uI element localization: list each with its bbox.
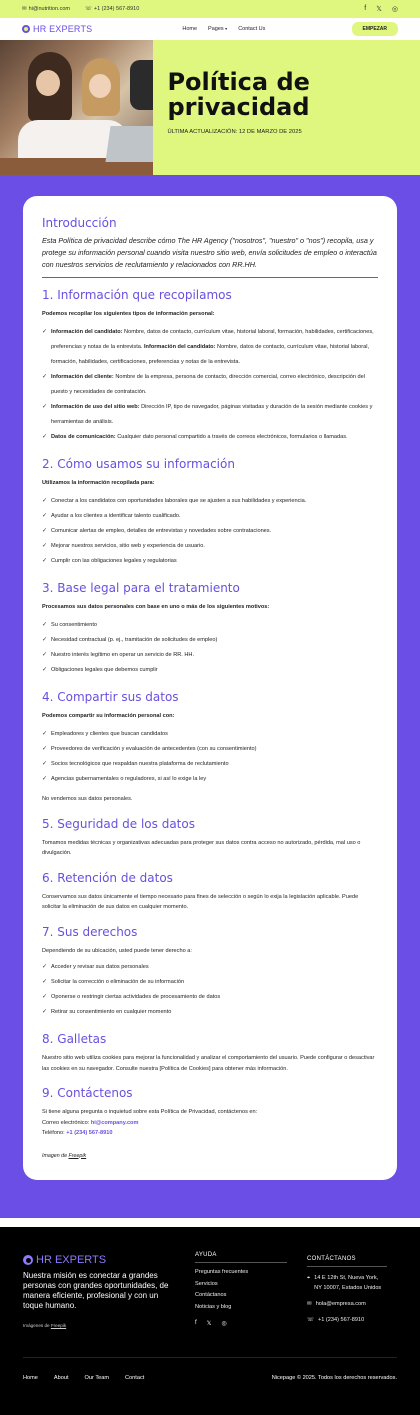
section-text: Conservamos sus datos únicamente el tiempo necesario para fines de selección o según lo exija la legislación aplicable. Puede solicitar la eliminación de sus datos en cualquier momento. [42, 893, 359, 910]
list-item: ✓ Acceder y revisar sus datos personales [42, 960, 378, 975]
nav-contact[interactable]: Contact Us [238, 26, 266, 32]
intro-title: Introducción [42, 216, 117, 230]
copyright: Nicepage © 2025. Todos los derechos reservados. [271, 1375, 397, 1381]
main-nav [0, 18, 420, 40]
chevron-down-icon: ▾ [225, 26, 228, 31]
footer-link-contact[interactable]: Contáctanos [195, 1292, 227, 1298]
instagram-icon[interactable]: ◎ [221, 1321, 227, 1327]
policy-card [23, 196, 397, 1180]
section-lead: Podemos recopilar los siguientes tipos de información personal: [42, 311, 215, 317]
footer-address: ⌖ 14 E 12th St, Nueva York, NY 10007, Estados Unidos [307, 1275, 382, 1291]
logo-icon [23, 1255, 33, 1265]
footer-link-services[interactable]: Servicios [195, 1280, 218, 1287]
section-9 [42, 1086, 378, 1159]
section-4 [42, 690, 378, 805]
contact-email-link[interactable]: hi@company.com [90, 1119, 139, 1126]
footer-help [195, 1252, 287, 1327]
section-6 [42, 871, 378, 913]
logo-icon [22, 25, 30, 33]
section-text: Si tiene alguna pregunta o inquietud sobre esta Política de Privacidad, contáctenos en: [42, 1109, 258, 1115]
list-item: ✓ Necesidad contractual (p. ej., tramitación de solicitudes de empleo) [42, 633, 378, 648]
nav-pages[interactable]: Pages ▾ [208, 26, 228, 32]
footer-brand [23, 1254, 178, 1328]
footer [0, 1227, 420, 1415]
top-bar [0, 0, 420, 18]
section-title: 1. Información que recopilamos [42, 288, 232, 302]
hero-text [153, 40, 420, 175]
hero-image [0, 40, 153, 175]
page-title: Política de privacidad [167, 68, 310, 121]
nav-home[interactable]: Home [182, 26, 198, 32]
top-email[interactable]: ✉ hi@nutrition.com [22, 6, 70, 12]
contact-phone-link[interactable]: +1 (234) 567-8910 [66, 1130, 113, 1136]
section-8 [42, 1032, 378, 1074]
list-item: ✓ Solicitar la corrección o eliminación de su información [42, 975, 378, 990]
footer-link-faq[interactable]: Preguntas frecuentes [195, 1269, 249, 1275]
list-item: ✓ Información del cliente: Nombre de la empresa, persona de contacto, dirección comercial, correo electrónico, descripción del puesto y necesidades de contratación. [42, 370, 378, 400]
footer-bottom-home[interactable]: Home [23, 1375, 38, 1381]
section-lead: Podemos compartir su información personal con: [42, 713, 175, 719]
footer-contact-title: CONTÁCTANOS [307, 1256, 387, 1267]
footer-credit: Imágenes de Freepik [23, 1323, 67, 1328]
section-title: 4. Compartir sus datos [42, 690, 179, 704]
section-title: 5. Seguridad de los datos [42, 816, 195, 831]
footer-bottom [23, 1357, 397, 1381]
top-phone[interactable]: ☏ +1 (234) 567-8910 [84, 6, 140, 12]
freepik-link[interactable]: Freepik [50, 1323, 67, 1328]
mail-icon: ✉ [307, 1301, 312, 1307]
section-title: 9. Contáctenos [42, 1086, 133, 1100]
section-3 [42, 581, 378, 678]
footer-link-blog[interactable]: Noticias y blog [195, 1303, 232, 1310]
phone-icon: ☏ [307, 1317, 314, 1323]
list-item: ✓ Cumplir con las obligaciones legales y regulatorias [42, 554, 378, 569]
logo[interactable]: HR EXPERTS [22, 24, 92, 34]
facebook-icon[interactable]: f [364, 5, 367, 12]
x-icon[interactable]: 𝕏 [206, 1321, 212, 1327]
list-item: ✓ Información del candidato: Nombre, datos de contacto, currículum vitae, historial laboral, formación, habilidades, certificaciones, preferencias y notas de la entrevista. Información del candidato: Nombre, datos de contacto, currículum vitae, historial laboral, formación, habilidades, certificaciones, preferencias y notas de la entrevista. [42, 325, 378, 370]
section-text: Tomamos medidas técnicas y organizativas adecuadas para proteger sus datos contra acceso no autorizado, pérdida, mal uso o divulgación. [42, 839, 361, 856]
section-title: 3. Base legal para el tratamiento [42, 581, 240, 595]
intro-text: Esta Política de privacidad describe cómo The HR Agency ("nosotros", "nuestro" o "nos") recopila, usa y protege su información personal cuando visita nuestro sitio web, envía solicitudes de empleo o interactúa con nuestros servicios de reclutamiento y relacionados con RR.HH. [42, 236, 377, 269]
list-item: ✓ Oponerse o restringir ciertas actividades de procesamiento de datos [42, 990, 378, 1005]
section-lead: Procesamos sus datos personales con base en uno o más de los siguientes motivos: [42, 604, 270, 610]
section-title: 2. Cómo usamos su información [42, 457, 235, 471]
nav-menu [182, 26, 265, 32]
list-item: ✓ Retirar su consentimiento en cualquier momento [42, 1005, 378, 1020]
list-item: ✓ Conectar a los candidatos con oportunidades laborales que se ajusten a sus habilidades y experiencia. [42, 494, 378, 509]
section-title: 6. Retención de datos [42, 870, 173, 885]
start-button[interactable]: EMPEZAR [352, 22, 398, 36]
hero [0, 40, 420, 175]
section-lead: Dependiendo de su ubicación, usted puede tener derecho a: [42, 947, 192, 954]
list-item: ✓ Agencias gubernamentales o reguladores, si así lo exige la ley [42, 772, 378, 787]
section-title: 8. Galletas [42, 1032, 107, 1046]
footer-contact [307, 1256, 387, 1325]
instagram-icon[interactable]: ◎ [391, 6, 398, 13]
last-updated: ÚLTIMA ACTUALIZACIÓN: 12 DE MARZO DE 2025 [167, 129, 302, 135]
list-item: ✓ Mejorar nuestros servicios, sitio web y experiencia de usuario. [42, 539, 378, 554]
list-item: ✓ Su consentimiento [42, 618, 378, 633]
footer-mission: Nuestra misión es conectar a grandes personas con grandes oportunidades, de manera eficiente, profesional y con un toque humano. [23, 1271, 169, 1310]
footer-bottom-contact[interactable]: Contact [125, 1375, 145, 1381]
phone-icon: ☏ [84, 6, 92, 12]
list-item: ✓ Ayudar a los clientes a identificar talento cualificado. [42, 509, 378, 524]
facebook-icon[interactable]: f [195, 1320, 197, 1326]
footer-bottom-about[interactable]: About [53, 1375, 69, 1381]
freepik-link[interactable]: Freepik [68, 1152, 87, 1159]
divider [42, 277, 378, 278]
footer-email[interactable]: ✉ hola@empresa.com [307, 1301, 366, 1307]
footer-logo[interactable]: HR EXPERTS [23, 1254, 178, 1266]
section-5 [42, 817, 378, 859]
footer-help-title: AYUDA [195, 1252, 287, 1263]
list-item: ✓ Datos de comunicación: Cualquier dato personal compartido a través de correos electrónicos, formularios o llamadas. [42, 430, 378, 445]
footer-social [195, 1320, 287, 1327]
contact-email-line: Correo electrónico: hi@company.com [42, 1119, 139, 1126]
section-1 [42, 288, 378, 445]
footer-phone[interactable]: ☏ +1 (234) 567-8910 [307, 1317, 365, 1323]
image-credit: Imagen de Freepik [42, 1152, 87, 1159]
list-item: ✓ Información de uso del sitio web: Dirección IP, tipo de navegador, páginas visitadas y duración de la sesión mediante cookies y herramientas de análisis. [42, 400, 378, 430]
section-lead: Utilizamos la información recopilada para: [42, 480, 155, 486]
section-text: Nuestro sitio web utiliza cookies para mejorar la funcionalidad y analizar el comportamiento del usuario. Puede configurar o desactivar las cookies en su navegador. Consulte nuestra [Política de Cookies] para obtener más información. [42, 1055, 375, 1072]
section-title: 7. Sus derechos [42, 924, 138, 939]
list-item: ✓ Comunicar alertas de empleo, detalles de entrevistas y novedades sobre contrataciones. [42, 524, 378, 539]
section-2 [42, 457, 378, 569]
list-item: ✓ Proveedores de verificación y evaluación de antecedentes (con su consentimiento) [42, 742, 378, 757]
footer-bottom-team[interactable]: Our Team [84, 1375, 110, 1381]
list-item: ✓ Nuestro interés legítimo en operar un servicio de RR. HH. [42, 648, 378, 663]
list-item: ✓ Empleadores y clientes que buscan candidatos [42, 727, 378, 742]
section-note: No vendemos sus datos personales. [42, 796, 133, 802]
mail-icon: ✉ [22, 6, 27, 12]
contact-phone-line: Teléfono: +1 (234) 567-8910 [42, 1130, 113, 1136]
content-background [0, 175, 420, 1218]
list-item: ✓ Obligaciones legales que debemos cumplir [42, 663, 378, 678]
list-item: ✓ Socios tecnológicos que respaldan nuestra plataforma de reclutamiento [42, 757, 378, 772]
x-icon[interactable]: 𝕏 [376, 6, 382, 13]
top-social [364, 5, 398, 13]
location-icon: ⌖ [307, 1275, 311, 1281]
section-7 [42, 925, 378, 1021]
